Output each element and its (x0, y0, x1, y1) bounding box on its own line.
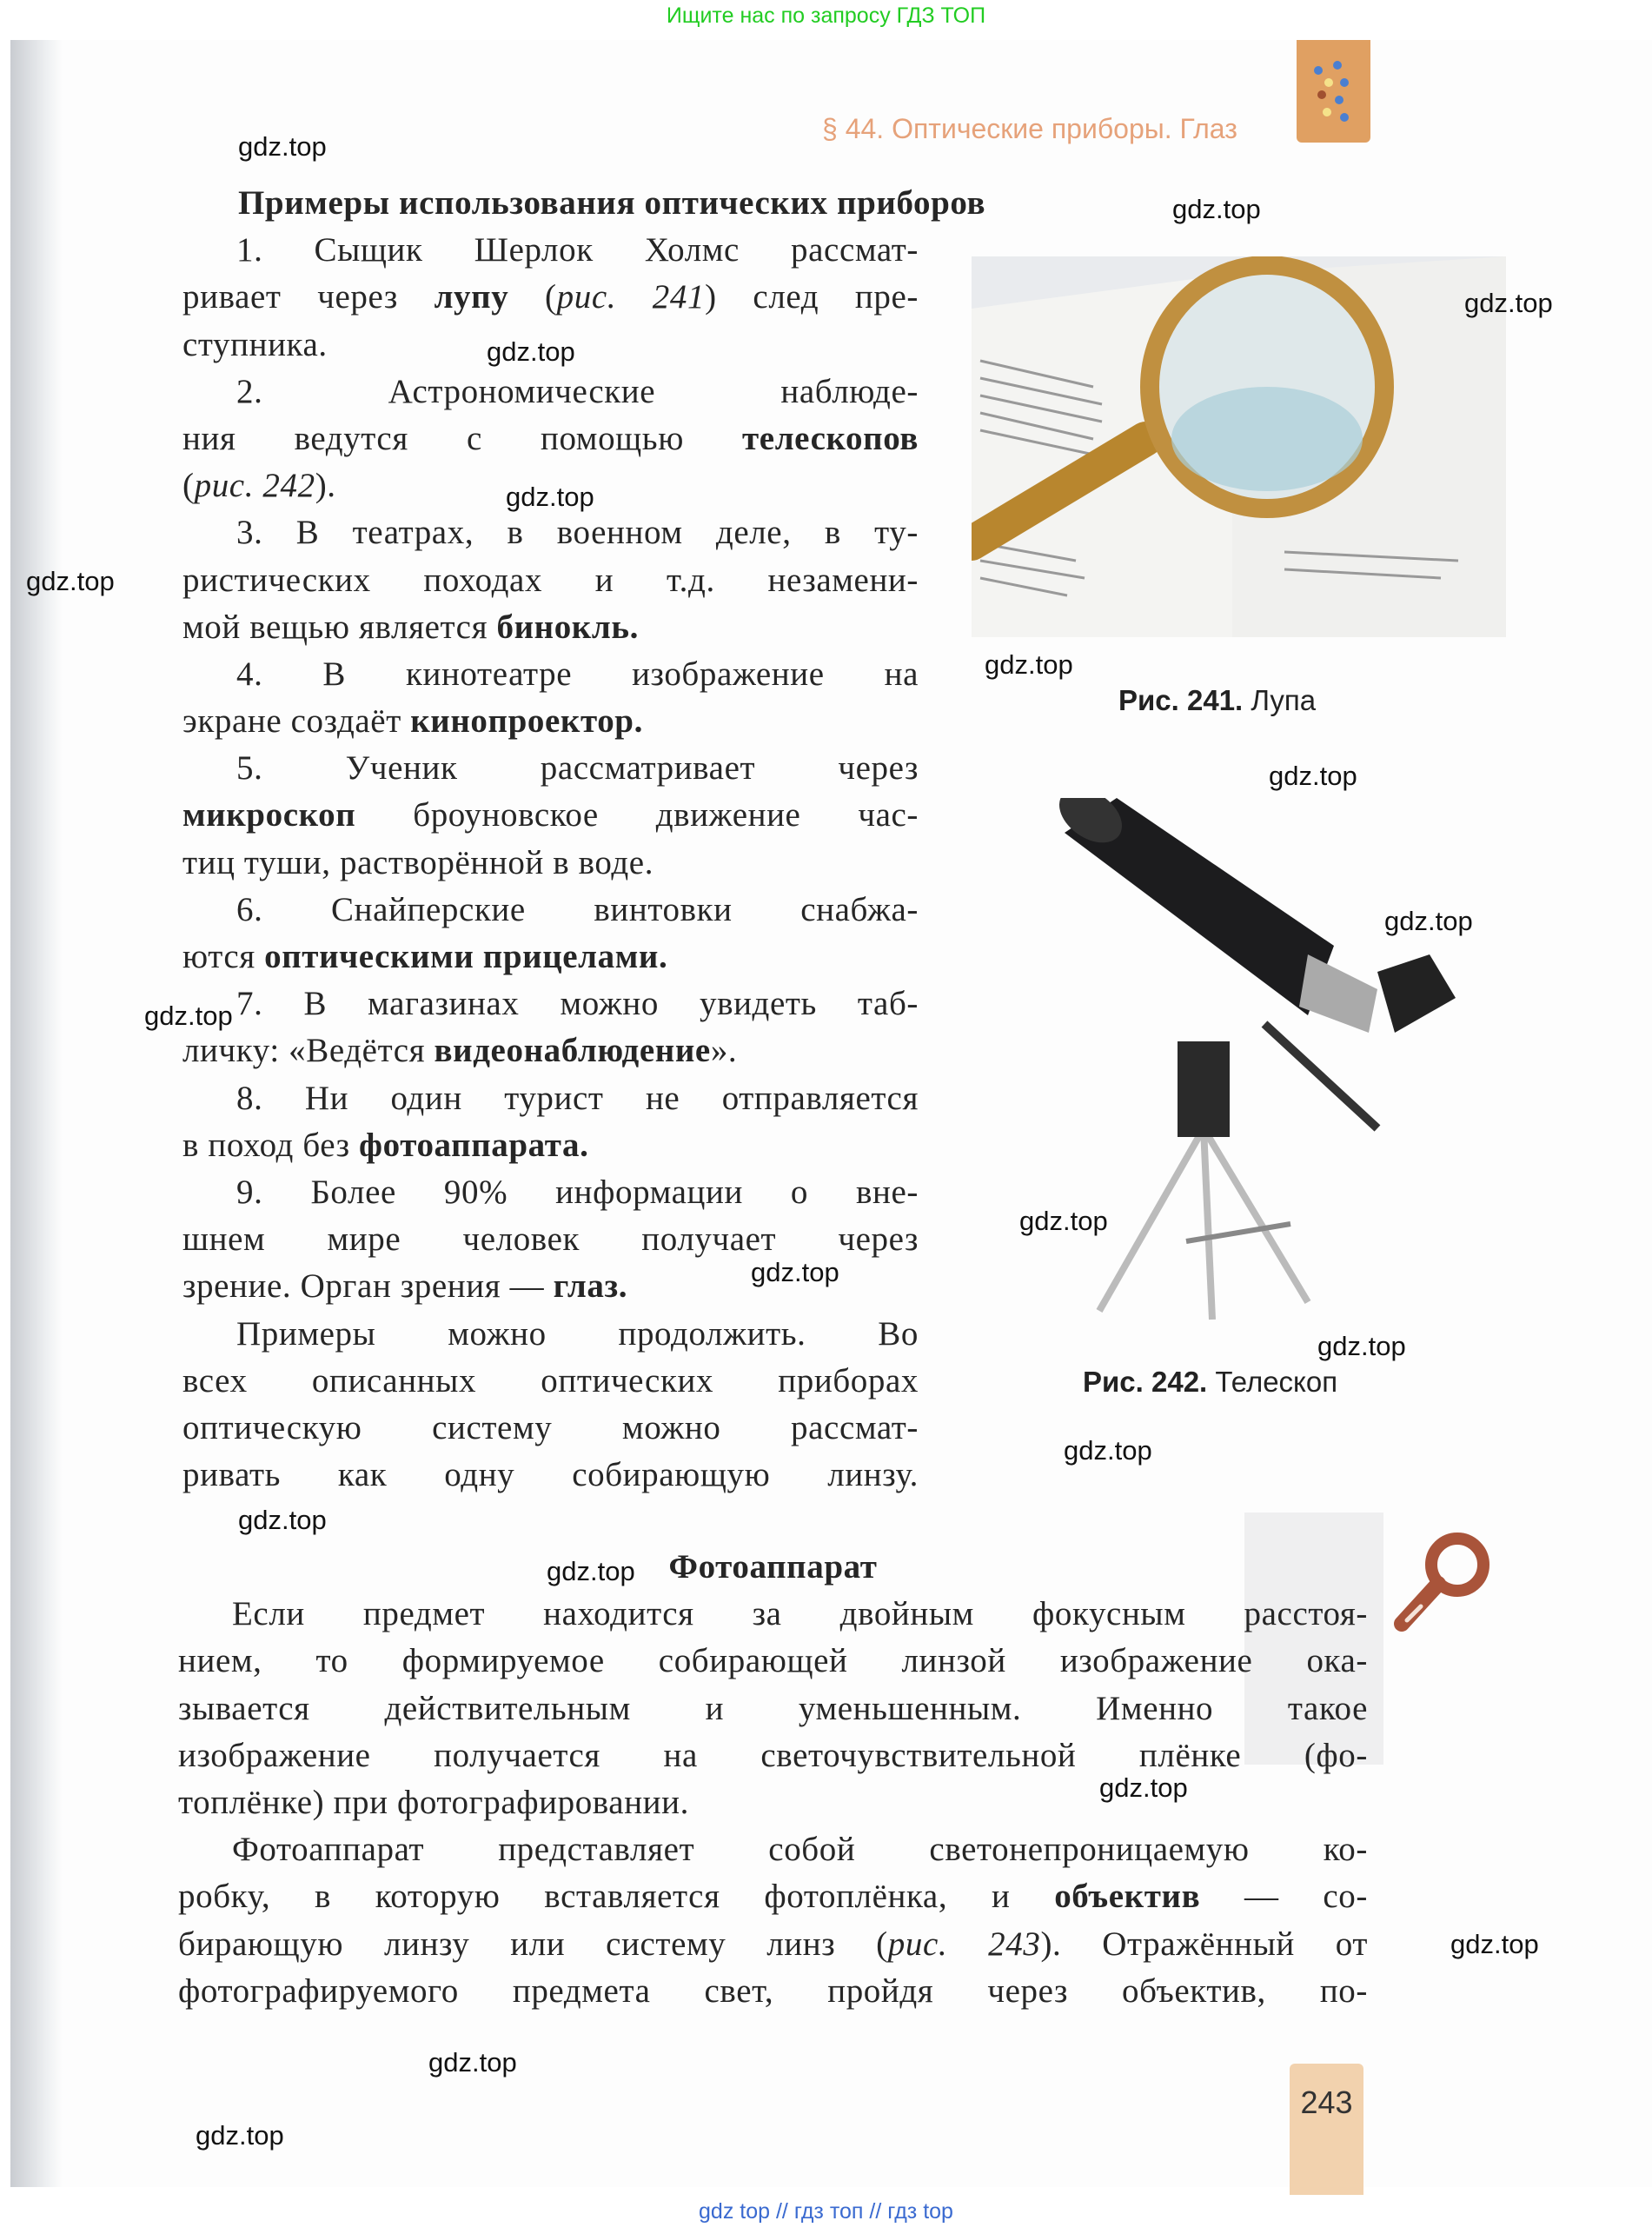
figure-reference: рис. 242 (194, 467, 315, 505)
text-segment: 8. Ни один турист не отправляется (236, 1079, 919, 1117)
text-line (182, 651, 919, 698)
figure-241-caption (1118, 684, 1316, 717)
text-line (178, 1826, 1368, 1873)
watermark: gdz.top (547, 1556, 635, 1586)
text-segment: нием, то формируемое собирающей линзой изображение ока- (178, 1642, 1368, 1680)
text-line (178, 1921, 1368, 1968)
text-line (182, 1075, 919, 1122)
text-segment: 5. Ученик рассматривает через (236, 749, 919, 788)
text-segment: ( (508, 278, 557, 316)
bold-term: микроскоп (182, 796, 356, 834)
watermark: gdz.top (1064, 1435, 1152, 1466)
watermark: gdz.top (428, 2047, 517, 2078)
section-heading (182, 180, 986, 227)
text-segment: ния ведутся с помощью (182, 419, 743, 457)
text-segment: Фотоаппарат представляет собой светонепроницаемую ко- (232, 1831, 1368, 1869)
watermark: gdz.top (751, 1257, 839, 1287)
watermark: gdz.top (1172, 194, 1261, 224)
text-segment: — со- (1200, 1878, 1368, 1916)
text-segment: ( (182, 467, 195, 505)
text-line (178, 1732, 1368, 1779)
text-line (178, 1873, 1368, 1920)
text-line (182, 934, 919, 981)
figure-reference: рис. 241 (556, 278, 706, 316)
text-segment: тиц туши, растворённой в воде. (182, 843, 654, 881)
bold-term: лупу (434, 278, 509, 316)
chapter-tab (1297, 40, 1370, 143)
magnifier-photo (972, 256, 1506, 637)
text-segment: ). Отражённый от (1040, 1925, 1368, 1963)
text-segment: 3. В театрах, в военном деле, в ту- (236, 514, 919, 552)
watermark: gdz.top (196, 2120, 284, 2151)
photo-camera-section (178, 1544, 1368, 2015)
text-segment: 2. Астрономические наблюде- (236, 372, 919, 410)
text-segment: ривать как одну собирающую линзу. (182, 1456, 919, 1494)
watermark: gdz.top (1019, 1206, 1108, 1236)
text-line (182, 1027, 919, 1074)
text-segment: ются (182, 938, 265, 975)
text-segment: мой вещью является (182, 608, 497, 646)
top-banner: Ищите нас по запросу ГДЗ ТОП (666, 3, 986, 28)
watermark: gdz.top (238, 131, 327, 162)
text-segment: бирающую линзу или систему линз ( (178, 1925, 888, 1963)
text-segment: ). (315, 467, 336, 505)
watermark: gdz.top (487, 336, 575, 367)
text-segment: зывается действительным и уменьшенным. Именно такое (178, 1689, 1368, 1727)
bold-term: видеонаблюдение (434, 1032, 711, 1070)
text-segment: в поход без (182, 1126, 360, 1164)
bold-term: бинокль. (496, 608, 639, 646)
text-line (178, 1591, 1368, 1638)
bold-term: глаз. (553, 1267, 628, 1306)
text-segment: Примеры можно продолжить. Во (236, 1314, 919, 1353)
bold-term: фотоаппарата. (359, 1126, 589, 1164)
text-line (182, 792, 919, 839)
text-line (182, 1452, 919, 1499)
text-line (182, 1358, 919, 1405)
watermark: gdz.top (26, 566, 115, 596)
left-column-text (182, 180, 986, 1499)
watermark: gdz.top (144, 1001, 233, 1031)
text-line (182, 698, 919, 745)
text-line (182, 416, 919, 462)
text-segment: ) след пре- (705, 278, 919, 316)
watermark: gdz.top (1269, 761, 1357, 791)
figure-242-caption (1083, 1366, 1337, 1399)
bold-term: Примеры использования оптических приборов (238, 184, 986, 222)
text-segment: 6. Снайперские винтовки снабжа- (236, 890, 919, 928)
text-line (182, 887, 919, 934)
text-line (182, 1405, 919, 1452)
watermark: gdz.top (506, 482, 594, 512)
text-segment: 9. Более 90% информации о вне- (236, 1173, 919, 1211)
text-segment: шнем мире человек получает через (182, 1220, 919, 1259)
text-segment: ступника. (182, 325, 328, 363)
text-segment: всех описанных оптических приборах (182, 1361, 919, 1400)
text-segment: 1. Сыщик Шерлок Холмс рассмат- (236, 231, 919, 269)
text-segment: Если предмет находится за двойным фокусным расстоя- (232, 1595, 1368, 1633)
text-segment: броуновское движение час- (355, 796, 919, 834)
watermark: gdz.top (1099, 1772, 1188, 1803)
text-line (178, 1638, 1368, 1685)
text-line (182, 745, 919, 792)
text-segment: 7. В магазинах можно увидеть таб- (236, 985, 919, 1023)
bold-term: телескопов (742, 419, 919, 457)
watermark: gdz.top (1317, 1331, 1406, 1361)
text-line (178, 1779, 1368, 1826)
text-segment: ривает через (182, 278, 435, 316)
telescope-photo (1047, 798, 1475, 1325)
text-line (182, 1122, 919, 1169)
text-segment: экране создаёт (182, 702, 411, 741)
text-line (182, 604, 919, 651)
text-segment: зрение. Орган зрения — (182, 1267, 554, 1306)
text-line (182, 557, 919, 604)
page-gutter (10, 40, 63, 2187)
page-number-box (1290, 2064, 1363, 2195)
text-line (182, 1311, 919, 1358)
text-line (182, 1169, 919, 1216)
text-line (178, 1685, 1368, 1732)
text-line (182, 981, 919, 1027)
bold-term: объектив (1054, 1878, 1201, 1916)
page-number: 243 (1300, 2084, 1353, 2120)
text-line (182, 274, 919, 321)
figure-242-label: Рис. 242. (1083, 1366, 1208, 1398)
figure-241-label: Рис. 241. (1118, 684, 1244, 716)
text-segment: топлёнке) при фотографировании. (178, 1783, 689, 1821)
watermark: gdz.top (238, 1505, 327, 1535)
text-segment: оптическую систему можно рассмат- (182, 1408, 919, 1446)
figure-reference: рис. 243 (887, 1925, 1041, 1963)
watermark: gdz.top (1464, 288, 1553, 318)
watermark: gdz.top (985, 649, 1073, 680)
bottom-links: gdz top // гдз топ // гдз top (699, 2199, 953, 2224)
text-line (182, 840, 919, 887)
text-segment: ристических походах и т.д. незамени- (182, 561, 919, 599)
text-segment: личку: «Ведётся (182, 1032, 435, 1070)
running-title: § 44. Оптические приборы. Глаз (822, 113, 1237, 144)
text-segment: изображение получается на светочувствительной плёнке (фо- (178, 1736, 1368, 1774)
magnifier-icon (1386, 1521, 1508, 1643)
text-segment: робку, в которую вставляется фотоплёнка, и (178, 1878, 1055, 1916)
bold-term: кинопроектор. (410, 702, 643, 741)
bold-term: оптическими прицелами. (264, 938, 668, 975)
text-line (182, 509, 919, 556)
text-line (182, 227, 919, 274)
watermark: gdz.top (1450, 1929, 1539, 1959)
text-line (178, 1968, 1368, 2015)
bold-term: Фотоаппарат (668, 1548, 878, 1586)
figure-241-title: Лупа (1251, 684, 1317, 716)
text-segment: фотографируемого предмета свет, пройдя через объектив, по- (178, 1971, 1368, 2010)
watermark: gdz.top (1384, 906, 1473, 936)
section-heading (178, 1544, 1368, 1591)
text-segment: 4. В кинотеатре изображение на (236, 655, 919, 693)
text-segment: ». (710, 1032, 738, 1070)
text-line (182, 369, 919, 416)
figure-242-title: Телескоп (1215, 1366, 1338, 1398)
